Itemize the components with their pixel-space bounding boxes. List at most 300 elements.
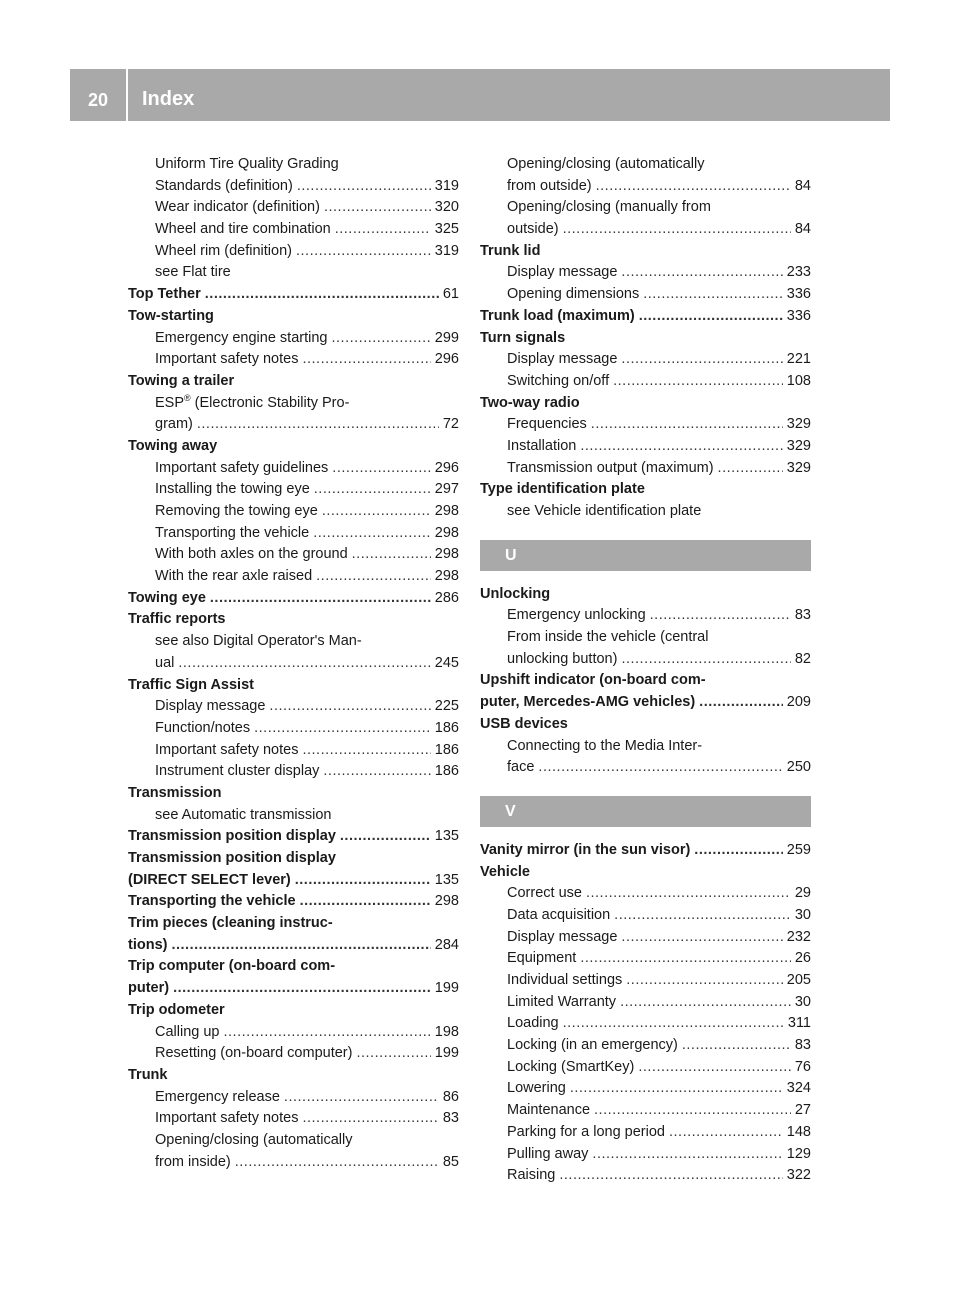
page-ref: 82 [794, 650, 811, 667]
entry-label: Vehicle [480, 863, 530, 880]
section-letter-v: V [480, 796, 811, 827]
index-entry [128, 891, 459, 913]
leader-dots [563, 219, 791, 241]
index-subentry [128, 1043, 459, 1065]
index-subentry [128, 696, 459, 718]
page-ref: 336 [786, 286, 811, 303]
index-subentry [480, 176, 811, 198]
leader-dots [669, 1122, 783, 1144]
page-ref: 336 [786, 307, 811, 324]
index-subentry [480, 627, 811, 649]
page-ref: 329 [786, 459, 811, 476]
index-entry [128, 436, 459, 458]
leader-dots [613, 371, 783, 393]
entry-label: ESP® (Electronic Stability Pro- [155, 392, 350, 411]
entry-label: Important safety notes [155, 351, 299, 368]
leader-dots [699, 692, 783, 714]
leader-dots [296, 241, 431, 263]
index-entry [480, 584, 811, 606]
page-header [70, 69, 890, 121]
entry-label: Locking (SmartKey) [507, 1058, 635, 1075]
page-ref: 209 [786, 694, 811, 711]
page-ref: 284 [434, 936, 459, 953]
entry-label: Trip odometer [128, 1001, 225, 1018]
entry-label: Loading [507, 1015, 559, 1032]
page-ref: 83 [442, 1110, 459, 1127]
leader-dots [682, 1035, 791, 1057]
leader-dots [323, 761, 430, 783]
entry-label: Standards (definition) [155, 177, 293, 194]
entry-label: Transmission position display [128, 850, 336, 866]
entry-label: Parking for a long period [507, 1123, 665, 1140]
page-ref: 27 [794, 1102, 811, 1119]
leader-dots [314, 479, 431, 501]
page-ref: 186 [434, 763, 459, 780]
page-ref: 76 [794, 1058, 811, 1075]
page-ref: 325 [434, 221, 459, 238]
page-ref: 320 [434, 199, 459, 216]
entry-label: Opening dimensions [507, 286, 640, 303]
page-ref: 205 [786, 972, 811, 988]
index-entry [128, 870, 459, 892]
entry-label: ual [155, 654, 175, 671]
index-subentry [128, 154, 459, 176]
entry-label: Emergency engine starting [155, 329, 328, 346]
index-entry [480, 393, 811, 415]
index-subentry [480, 1100, 811, 1122]
leader-dots [580, 948, 791, 970]
entry-label: Towing a trailer [128, 372, 235, 389]
index-subentry [480, 154, 811, 176]
leader-dots [639, 306, 783, 328]
leader-dots [197, 414, 439, 436]
entry-label: Limited Warranty [507, 993, 617, 1010]
index-subentry [128, 393, 459, 415]
page-ref: 72 [442, 416, 459, 433]
entry-label: Opening/closing (automatically [507, 156, 705, 172]
index-subentry [128, 761, 459, 783]
leader-dots [650, 605, 791, 627]
page-ref: 26 [794, 950, 811, 967]
entry-label: Installing the towing eye [155, 481, 310, 498]
entry-label: Transmission position display [128, 828, 336, 845]
leader-dots [594, 1100, 791, 1122]
index-subentry [480, 1035, 811, 1057]
entry-label: Display message [155, 698, 266, 715]
entry-label: see Vehicle identification plate [507, 503, 702, 519]
index-subentry [480, 948, 811, 970]
index-subentry [480, 436, 811, 458]
index-entry [128, 609, 459, 631]
leader-dots [563, 1013, 784, 1035]
entry-label: Towing eye [128, 589, 206, 606]
leader-dots [210, 588, 431, 610]
index-subentry [480, 262, 811, 284]
page-ref: 86 [442, 1088, 459, 1105]
leader-dots [620, 992, 791, 1014]
index-subentry [128, 458, 459, 480]
entry-label: from inside) [155, 1153, 231, 1170]
index-entry [480, 840, 811, 862]
index-entry [128, 1065, 459, 1087]
leader-dots [335, 219, 431, 241]
index-subentry [480, 284, 811, 306]
page-ref: 29 [794, 885, 811, 902]
entry-label: Opening/closing (manually from [507, 199, 711, 216]
index-column-right [480, 154, 811, 1187]
index-entry [480, 714, 811, 736]
entry-label: Turn signals [480, 329, 566, 346]
entry-label: Trim pieces (cleaning instruc- [128, 915, 333, 932]
entry-label: Tow-starting [128, 307, 214, 324]
index-subentry [480, 970, 811, 992]
index-subentry [128, 718, 459, 740]
index-entry [128, 913, 459, 935]
entry-label: Towing away [128, 437, 218, 454]
page-ref: 250 [786, 759, 811, 776]
entry-label: Vanity mirror (in the sun visor) [480, 841, 691, 858]
index-subentry [128, 544, 459, 566]
page-ref: 129 [786, 1145, 811, 1162]
page-ref: 108 [786, 372, 811, 389]
entry-label: unlocking button) [507, 650, 618, 667]
entry-label: Connecting to the Media Inter- [507, 737, 703, 754]
page-ref: 298 [434, 546, 459, 563]
page-ref: 322 [786, 1167, 811, 1184]
index-subentry [128, 1087, 459, 1109]
leader-dots [580, 436, 782, 458]
leader-dots [235, 1152, 439, 1174]
leader-dots [224, 1022, 431, 1044]
entry-label: Emergency release [155, 1088, 280, 1105]
entry-label: Individual settings [507, 972, 623, 988]
index-subentry [480, 458, 811, 480]
entry-label: Pulling away [507, 1145, 589, 1162]
page-ref: 329 [786, 416, 811, 433]
page-ref: 61 [442, 286, 459, 303]
leader-dots [570, 1078, 783, 1100]
leader-dots [621, 649, 790, 671]
leader-dots [586, 883, 791, 905]
leader-dots [302, 1108, 438, 1130]
page-ref: 199 [434, 1045, 459, 1062]
page-ref: 286 [434, 589, 459, 606]
entry-label: tions) [128, 936, 168, 953]
entry-label: Important safety notes [155, 741, 299, 758]
index-entry [128, 935, 459, 957]
entry-label: Function/notes [155, 719, 251, 736]
leader-dots [313, 523, 431, 545]
entry-label: Correct use [507, 885, 582, 902]
page-ref: 259 [786, 841, 811, 858]
index-subentry [128, 414, 459, 436]
page-ref: 186 [434, 741, 459, 758]
leader-dots [322, 501, 431, 523]
entry-label: Transmission [128, 784, 222, 801]
entry-label: Resetting (on-board computer) [155, 1045, 353, 1062]
leader-dots [300, 891, 431, 913]
index-subentry [480, 371, 811, 393]
leader-dots [302, 740, 430, 762]
page-ref: 85 [442, 1153, 459, 1170]
entry-label: Switching on/off [507, 372, 610, 389]
page-ref: 298 [434, 524, 459, 541]
index-subentry [480, 927, 811, 949]
index-entry [480, 241, 811, 263]
index-entry [128, 978, 459, 1000]
leader-dots [621, 349, 782, 371]
index-entry [128, 956, 459, 978]
entry-label: Calling up [155, 1023, 220, 1040]
leader-dots [596, 176, 791, 198]
leader-dots [332, 328, 431, 350]
index-subentry [128, 176, 459, 198]
entry-label: gram) [155, 416, 193, 433]
leader-dots [626, 970, 783, 992]
index-subentry [128, 219, 459, 241]
section-letter-u: U [480, 540, 811, 571]
entry-label: With the rear axle raised [155, 568, 313, 585]
entry-label: Wheel and tire combination [155, 221, 331, 238]
leader-dots [638, 1057, 791, 1079]
index-subentry [480, 1122, 811, 1144]
index-entry [128, 284, 459, 306]
entry-label: Transporting the vehicle [155, 524, 310, 541]
page-ref: 298 [434, 893, 459, 910]
entry-label: From inside the vehicle (central [507, 629, 709, 646]
entry-label: see Flat tire [155, 264, 231, 281]
index-subentry [480, 219, 811, 241]
index-subentry [480, 883, 811, 905]
leader-dots [621, 262, 782, 284]
leader-dots [295, 870, 431, 892]
page-ref: 297 [434, 481, 459, 498]
index-subentry [480, 1013, 811, 1035]
index-subentry [128, 740, 459, 762]
entry-label: Display message [507, 351, 618, 368]
leader-dots [171, 935, 430, 957]
leader-dots [643, 284, 783, 306]
index-subentry [128, 241, 459, 263]
entry-label: Traffic reports [128, 611, 226, 628]
entry-label: Removing the towing eye [155, 503, 318, 519]
leader-dots [614, 905, 791, 927]
leader-dots [324, 197, 431, 219]
index-subentry [128, 479, 459, 501]
header-divider [126, 69, 128, 121]
index-entry [128, 848, 459, 870]
index-entry [128, 588, 459, 610]
entry-label: see also Digital Operator's Man- [155, 633, 362, 650]
page-ref: 329 [786, 437, 811, 454]
page-ref: 298 [434, 503, 459, 519]
entry-label: Opening/closing (automatically [155, 1131, 353, 1148]
index-subentry [480, 414, 811, 436]
index-subentry [480, 1144, 811, 1166]
page-ref: 221 [786, 351, 811, 368]
page-ref: 30 [794, 906, 811, 923]
index-subentry [128, 1130, 459, 1152]
index-subentry [480, 992, 811, 1014]
page-ref: 84 [794, 177, 811, 194]
leader-dots [269, 696, 430, 718]
leader-dots [205, 284, 439, 306]
entry-label: Traffic Sign Assist [128, 676, 254, 693]
index-subentry [480, 1078, 811, 1100]
entry-label: Wheel rim (definition) [155, 242, 292, 259]
index-subentry [128, 262, 459, 284]
entry-label: Two-way radio [480, 394, 580, 411]
page-ref: 199 [434, 980, 459, 997]
index-subentry [480, 1057, 811, 1079]
entry-label: Display message [507, 928, 618, 945]
index-subentry [480, 649, 811, 671]
index-subentry [480, 197, 811, 219]
index-entry [128, 783, 459, 805]
entry-label: Installation [507, 437, 577, 454]
page-ref: 319 [434, 177, 459, 194]
leader-dots [352, 544, 431, 566]
entry-label: Lowering [507, 1080, 566, 1097]
page-ref: 148 [786, 1123, 811, 1140]
entry-label: Raising [507, 1167, 556, 1184]
leader-dots [718, 458, 783, 480]
index-subentry [128, 1022, 459, 1044]
index-entry [128, 371, 459, 393]
index-subentry [128, 631, 459, 653]
index-entry [480, 328, 811, 350]
leader-dots [316, 566, 431, 588]
index-subentry [480, 1165, 811, 1187]
index-subentry [128, 523, 459, 545]
page-ref: 324 [786, 1080, 811, 1097]
index-subentry [480, 501, 811, 523]
entry-label: outside) [507, 221, 559, 238]
page-ref: 225 [434, 698, 459, 715]
entry-label: puter, Mercedes-AMG vehicles) [480, 694, 696, 711]
entry-label: puter) [128, 980, 170, 997]
entry-label: Uniform Tire Quality Grading [155, 156, 339, 172]
entry-label: Instrument cluster display [155, 763, 320, 780]
leader-dots [297, 176, 431, 198]
index-entry [128, 306, 459, 328]
index-entry [128, 1000, 459, 1022]
entry-label: Trip computer (on-board com- [128, 958, 336, 975]
page-ref: 245 [434, 654, 459, 671]
page-ref: 135 [434, 871, 459, 888]
leader-dots [284, 1087, 439, 1109]
entry-label: see Automatic transmission [155, 806, 332, 823]
entry-label: Trunk load (maximum) [480, 307, 635, 324]
entry-label: Transmission output (maximum) [507, 459, 714, 476]
leader-dots [559, 1165, 782, 1187]
entry-label: Upshift indicator (on-board com- [480, 672, 706, 689]
entry-label: Display message [507, 264, 618, 281]
page-ref: 296 [434, 351, 459, 368]
entry-label: Trunk lid [480, 242, 541, 259]
leader-dots [254, 718, 431, 740]
entry-label: Type identification plate [480, 481, 645, 498]
page-ref: 299 [434, 329, 459, 346]
page-ref: 198 [434, 1023, 459, 1040]
index-entry [480, 306, 811, 328]
entry-label: Trunk [128, 1066, 168, 1083]
page-ref: 311 [787, 1015, 811, 1032]
entry-label: from outside) [507, 177, 592, 194]
index-subentry [128, 501, 459, 523]
page-ref: 186 [434, 719, 459, 736]
entry-label: (DIRECT SELECT lever) [128, 871, 291, 888]
index-subentry [128, 1108, 459, 1130]
leader-dots [621, 927, 782, 949]
index-entry [480, 692, 811, 714]
index-column-left [128, 154, 459, 1173]
page-number: 20 [87, 90, 109, 110]
page-ref: 298 [434, 568, 459, 585]
entry-label: Transporting the vehicle [128, 893, 296, 910]
page-ref: 84 [794, 221, 811, 238]
leader-dots [178, 653, 430, 675]
entry-label: Important safety guidelines [155, 459, 329, 476]
index-subentry [480, 349, 811, 371]
leader-dots [694, 840, 783, 862]
index-subentry [128, 197, 459, 219]
leader-dots [591, 414, 783, 436]
entry-label: With both axles on the ground [155, 546, 348, 563]
leader-dots [356, 1043, 430, 1065]
index-entry [480, 670, 811, 692]
index-entry [128, 675, 459, 697]
page-ref: 83 [794, 1037, 811, 1054]
entry-label: Locking (in an emergency) [507, 1037, 678, 1054]
entry-label: Unlocking [480, 585, 551, 602]
entry-label: Top Tether [128, 286, 201, 303]
leader-dots [538, 757, 782, 779]
entry-label: Wear indicator (definition) [155, 199, 320, 216]
leader-dots [340, 826, 431, 848]
index-subentry [480, 736, 811, 758]
index-subentry [480, 757, 811, 779]
entry-label: Data acquisition [507, 906, 611, 923]
page-ref: 296 [434, 459, 459, 476]
index-entry [480, 479, 811, 501]
leader-dots [302, 349, 430, 371]
page-ref: 30 [794, 993, 811, 1010]
page-ref: 319 [434, 242, 459, 259]
leader-dots [592, 1144, 782, 1166]
index-subentry [128, 1152, 459, 1174]
page-ref: 232 [786, 928, 811, 945]
page-ref: 135 [434, 828, 459, 845]
index-subentry [128, 566, 459, 588]
page-title: Index [142, 88, 195, 110]
entry-label: Maintenance [507, 1102, 591, 1119]
index-entry [128, 826, 459, 848]
index-subentry [128, 328, 459, 350]
entry-label: face [507, 759, 535, 776]
entry-label: USB devices [480, 715, 568, 732]
entry-label: Frequencies [507, 416, 587, 433]
page-ref: 233 [786, 264, 811, 281]
index-subentry [480, 605, 811, 627]
leader-dots [332, 458, 431, 480]
index-subentry [128, 653, 459, 675]
page-ref: 83 [794, 607, 811, 624]
index-entry [480, 862, 811, 884]
index-subentry [480, 905, 811, 927]
entry-label: Emergency unlocking [507, 607, 646, 624]
index-subentry [128, 805, 459, 827]
